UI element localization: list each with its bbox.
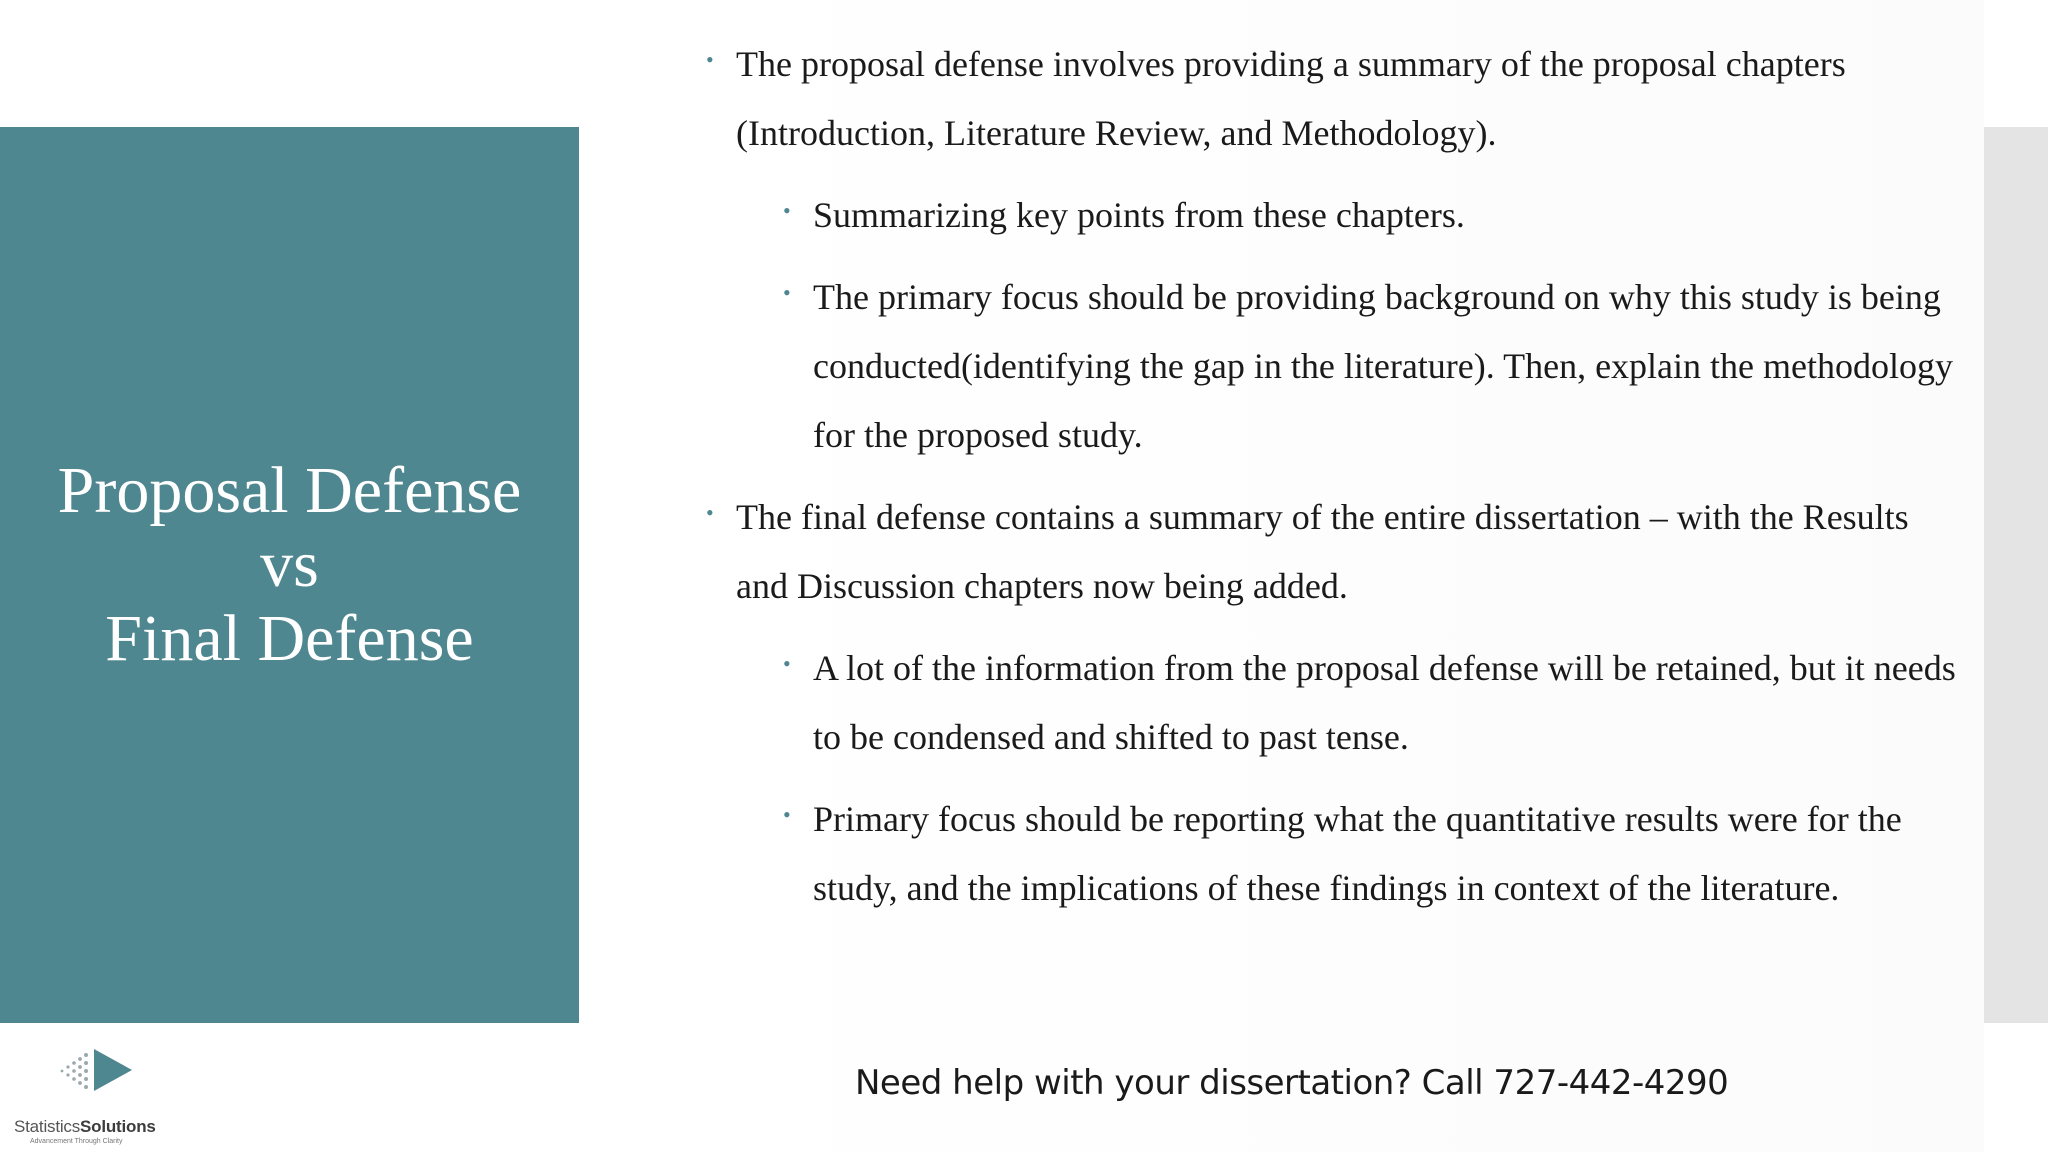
bullet-text: The proposal defense involves providing a summary of the proposal chapters (Introduction, Literature Review, and Methodology). xyxy=(736,44,1846,153)
bullet-text: The primary focus should be providing background on why this study is being conducted(identifying the gap in the literature). Then, explain the methodology for the proposed study. xyxy=(813,277,1953,455)
logo-tagline: Advancement Through Clarity xyxy=(30,1138,123,1145)
bullet-dot-icon: • xyxy=(783,802,791,827)
bullet-item xyxy=(706,483,1956,621)
bullet-text: Primary focus should be reporting what the quantitative results were for the study, and the implications of these findings in context of the literature. xyxy=(813,799,1902,908)
title-line-3: Final Defense xyxy=(105,602,474,675)
sub-bullet-item xyxy=(706,181,1956,250)
logo-name-part2: Solutions xyxy=(80,1117,156,1136)
logo-name-part1: Statistics xyxy=(14,1117,81,1136)
title-line-2: vs xyxy=(260,528,319,601)
title-panel xyxy=(0,127,579,1023)
bullet-dot-icon: • xyxy=(706,47,714,72)
bullet-dot-icon: • xyxy=(706,500,714,525)
bullet-item xyxy=(706,30,1956,168)
statistics-solutions-logo xyxy=(14,1045,164,1145)
bullet-list xyxy=(706,30,1956,936)
sub-bullet-item xyxy=(706,634,1956,772)
play-triangle-icon xyxy=(48,1045,148,1095)
title-line-1: Proposal Defense xyxy=(57,454,522,527)
bullet-text: A lot of the information from the proposal defense will be retained, but it needs to be condensed and shifted to past tense. xyxy=(813,648,1956,757)
bullet-text: Summarizing key points from these chapters. xyxy=(813,195,1465,235)
sub-bullet-item xyxy=(706,785,1956,923)
help-contact-text: Need help with your dissertation? Call 727-442-4290 xyxy=(855,1063,1729,1103)
slide-title xyxy=(58,454,522,676)
footer xyxy=(0,1023,2048,1152)
right-decorative-bar xyxy=(1984,127,2048,1023)
bullet-dot-icon: • xyxy=(783,280,791,305)
bullet-dot-icon: • xyxy=(783,651,791,676)
bullet-dot-icon: • xyxy=(783,198,791,223)
sub-bullet-item xyxy=(706,263,1956,470)
logo-name xyxy=(14,1117,156,1137)
bullet-text: The final defense contains a summary of the entire dissertation – with the Results and Discussion chapters now being added. xyxy=(736,497,1909,606)
